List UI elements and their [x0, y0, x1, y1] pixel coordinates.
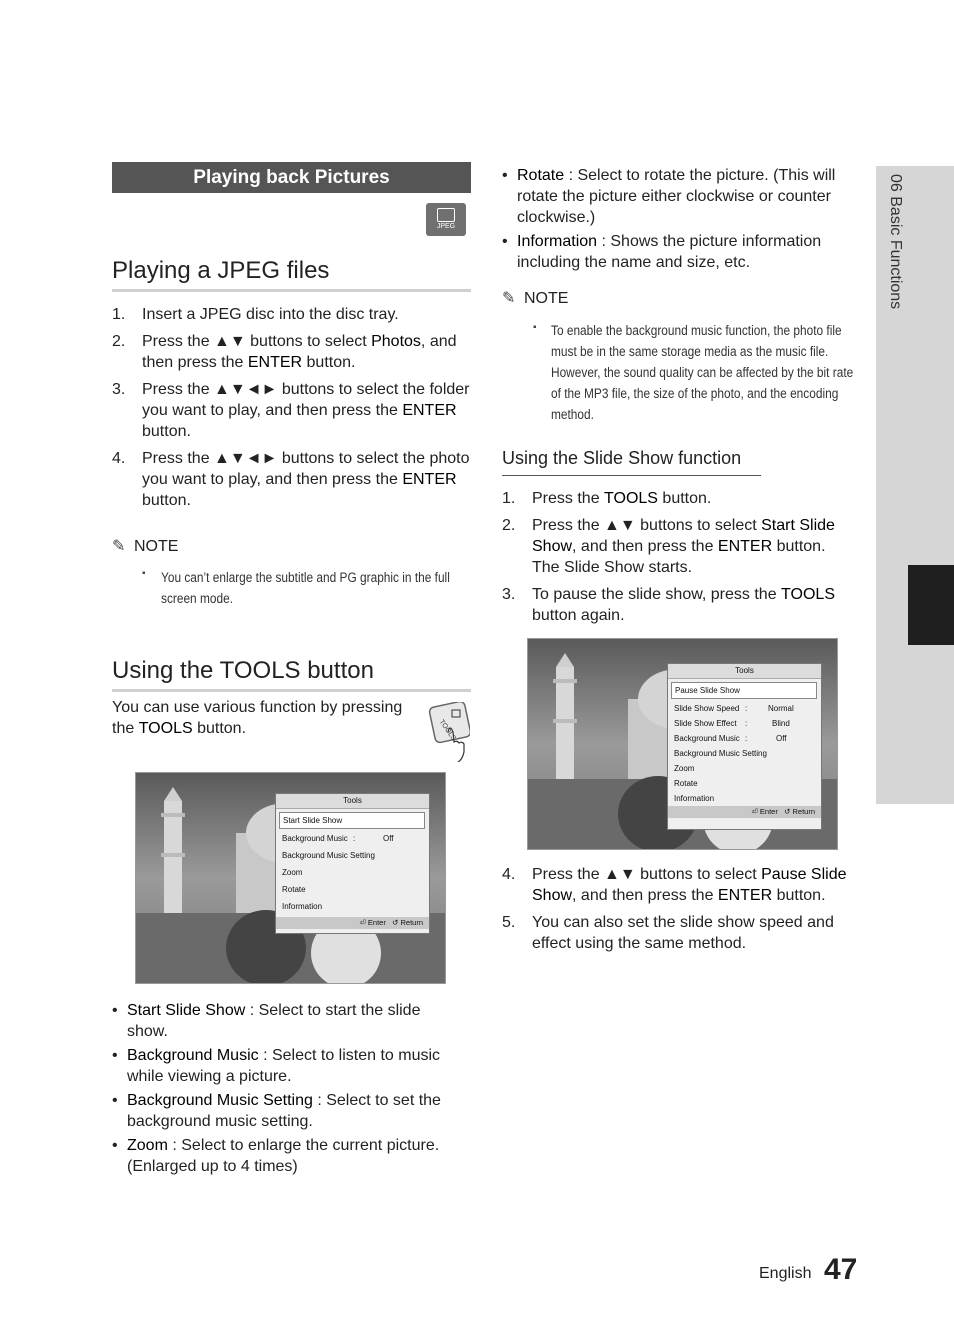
menu-item-value: Off: [776, 734, 787, 743]
list-item: [502, 488, 852, 509]
tools-intro: You can use various function by pressing the TOOLS button.: [112, 699, 403, 737]
heading-rule: [112, 689, 471, 692]
bullet-square-icon: ▪: [142, 568, 146, 579]
menu-item-zoom[interactable]: Zoom: [282, 868, 303, 877]
note-header: [112, 536, 178, 556]
list-item: [502, 165, 847, 228]
enter-icon: ⏎: [751, 807, 758, 816]
option-term: Rotate: [517, 167, 565, 184]
list-item: [112, 1090, 464, 1132]
list-item: [112, 331, 474, 373]
menu-separator: :: [745, 704, 748, 713]
step-text: Press the TOOLS button.: [532, 490, 712, 507]
tools-options-list: [112, 1000, 464, 1180]
chapter-label: 06 Basic Functions: [887, 174, 904, 310]
menu-item-slide-show-speed[interactable]: [668, 701, 821, 716]
return-icon: ↺: [784, 807, 791, 816]
step-number: 2.: [502, 517, 516, 534]
step-text: Press the ▲▼◄► buttons to select the folder you want to play, and then press the ENTER button.: [142, 381, 470, 440]
more-options-list: [502, 165, 847, 276]
pencil-icon: ✎: [112, 538, 126, 555]
option-term: Start Slide Show: [127, 1002, 246, 1019]
step-number: 4.: [502, 866, 516, 883]
menu-item-label: Slide Show Speed: [674, 704, 740, 713]
step-number: 5.: [502, 914, 516, 931]
tools-menu: [667, 663, 822, 830]
list-item: [502, 912, 857, 954]
enter-label: Enter: [759, 807, 778, 816]
menu-separator: :: [745, 734, 748, 743]
heading-rule: [112, 289, 471, 292]
option-term: Zoom: [127, 1137, 168, 1154]
jpeg-badge-label: JPEG: [436, 223, 456, 230]
list-item: [112, 1000, 464, 1042]
list-item: [502, 231, 847, 273]
return-icon: ↺: [392, 918, 399, 927]
step-text: Press the ▲▼◄► buttons to select the photo you want to play, and then press the ENTER button.: [142, 450, 470, 509]
option-term: Background Music: [127, 1047, 259, 1064]
menu-item-background-music-setting[interactable]: Background Music Setting: [674, 749, 767, 758]
note-text: You can’t enlarge the subtitle and PG graphic in the full screen mode.: [161, 570, 450, 606]
pencil-icon: ✎: [502, 290, 516, 307]
note-header: [502, 288, 568, 308]
menu-item-information[interactable]: Information: [282, 902, 323, 911]
slideshow-menu-screenshot: [527, 638, 838, 850]
step-text: Press the ▲▼ buttons to select Start Slide Show, and then press the ENTER button. The Slide Show starts.: [532, 517, 835, 576]
slideshow-steps-continued: [502, 864, 857, 960]
option-desc: : Select to set the background music setting.: [127, 1092, 441, 1130]
note-label: NOTE: [524, 290, 569, 307]
chapter-tab-marker: [908, 565, 954, 645]
menu-footer: [276, 917, 429, 929]
menu-item-pause-slide-show[interactable]: Pause Slide Show: [671, 682, 817, 699]
jpeg-badge-icon: [426, 203, 466, 236]
page-number: 47: [824, 1253, 858, 1286]
option-desc: : Select to listen to music while viewing a picture.: [127, 1047, 441, 1085]
return-label: Return: [792, 807, 815, 816]
step-number: 3.: [502, 586, 516, 603]
option-desc: : Shows the picture information including the name and size, etc.: [517, 233, 822, 271]
menu-item-background-music-setting[interactable]: Background Music Setting: [282, 851, 375, 860]
list-item: [112, 379, 474, 442]
menu-item-zoom[interactable]: Zoom: [674, 764, 695, 773]
bullet-square-icon: ▪: [533, 322, 537, 333]
menu-item-value: Normal: [768, 704, 794, 713]
jpeg-steps: [112, 304, 474, 517]
option-term: Information: [517, 233, 598, 250]
language-label: English: [759, 1265, 812, 1282]
step-number: 3.: [112, 381, 126, 398]
menu-item-slide-show-effect[interactable]: [668, 716, 821, 731]
step-text: To pause the slide show, press the TOOLS button again.: [532, 586, 835, 624]
menu-separator: :: [353, 834, 356, 843]
step-text: Press the ▲▼ buttons to select Pause Slide Show, and then press the ENTER button.: [532, 866, 847, 904]
step-number: 4.: [112, 450, 126, 467]
list-item: [502, 515, 852, 578]
list-item: [112, 1135, 464, 1177]
menu-item-rotate[interactable]: Rotate: [282, 885, 306, 894]
menu-item-label: Background Music: [282, 834, 348, 843]
option-term: Background Music Setting: [127, 1092, 313, 1109]
menu-item-value: Off: [383, 834, 394, 843]
note-text: To enable the background music function, the photo file must be in the same storage media as the music file. However, the sound quality can be affected by the bit rate of the MP3 file, the size of the photo, and the encoding method.: [551, 323, 854, 422]
enter-icon: ⏎: [359, 918, 366, 927]
section-title-bar: Playing back Pictures: [112, 162, 471, 193]
step-number: 1.: [112, 306, 126, 323]
option-desc: : Select to rotate the picture. (This will rotate the picture either clockwise or counter clockwise.): [517, 167, 836, 226]
picture-icon: [437, 208, 455, 222]
heading-rule: [502, 475, 761, 476]
step-number: 1.: [502, 490, 516, 507]
return-label: Return: [400, 918, 423, 927]
menu-item-label: Background Music: [674, 734, 740, 743]
remote-tools-button-icon: [428, 702, 470, 762]
menu-title: Tools: [276, 794, 429, 809]
tools-heading: Using the TOOLS button: [112, 657, 374, 684]
list-item: [112, 304, 474, 325]
slideshow-steps: [502, 488, 852, 632]
menu-footer: [668, 806, 821, 818]
list-item: [112, 1045, 464, 1087]
menu-item-label: Slide Show Effect: [674, 719, 737, 728]
remote-tools-label: TOOLS: [437, 718, 457, 742]
list-item: [502, 584, 852, 626]
list-item: [502, 864, 857, 906]
menu-title: Tools: [668, 664, 821, 679]
menu-item-value: Blind: [772, 719, 790, 728]
menu-item-rotate[interactable]: Rotate: [674, 779, 698, 788]
list-item: [112, 448, 474, 511]
menu-separator: :: [745, 719, 748, 728]
tools-menu: [275, 793, 430, 934]
jpeg-heading: Playing a JPEG files: [112, 257, 330, 284]
step-text: Insert a JPEG disc into the disc tray.: [142, 306, 399, 323]
menu-item-information[interactable]: Information: [674, 794, 715, 803]
menu-item-background-music[interactable]: [668, 731, 821, 746]
step-text: Press the ▲▼ buttons to select Photos, and then press the ENTER button.: [142, 333, 457, 371]
step-text: You can also set the slide show speed and effect using the same method.: [532, 914, 834, 952]
option-desc: : Select to start the slide show.: [127, 1002, 421, 1040]
step-number: 2.: [112, 333, 126, 350]
note-label: NOTE: [134, 538, 179, 555]
menu-item-start-slide-show[interactable]: Start Slide Show: [279, 812, 425, 829]
tools-menu-screenshot: [135, 772, 446, 984]
slideshow-heading: Using the Slide Show function: [502, 448, 742, 468]
option-desc: : Select to enlarge the current picture. (Enlarged up to 4 times): [127, 1137, 440, 1175]
menu-item-background-music[interactable]: [276, 831, 429, 846]
enter-label: Enter: [367, 918, 386, 927]
